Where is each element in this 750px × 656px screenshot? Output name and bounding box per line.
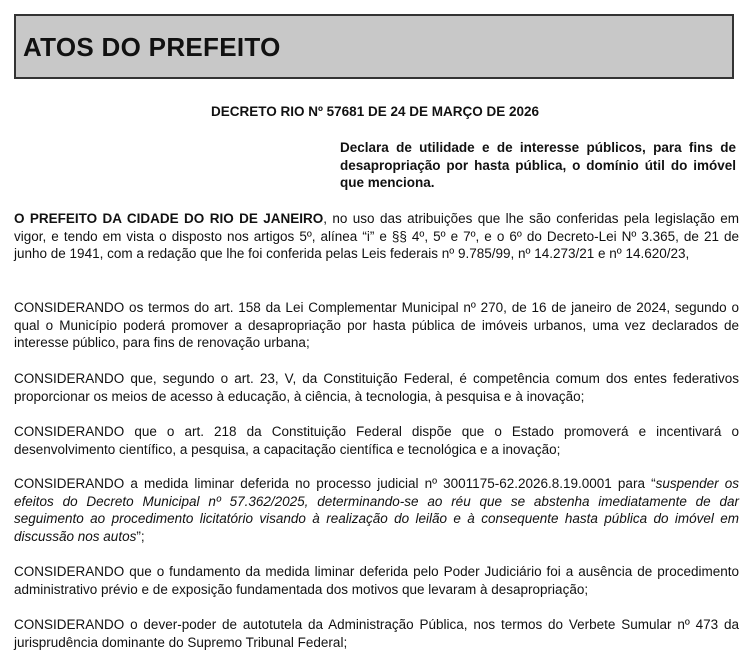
considerando-paragraph-1: CONSIDERANDO os termos do art. 158 da Lei Complementar Municipal nº 270, de 16 de janeiro de 2024, segundo o qual o Município poderá promover a desapropriação por hasta pública de imóveis urbanos, uma vez declarados de interesse público, para fins de renovação urbana; xyxy=(14,300,739,350)
section-title: ATOS DO PREFEITO xyxy=(23,32,281,62)
decree-title: DECRETO RIO Nº 57681 DE 24 DE MARÇO DE 2026 xyxy=(210,104,540,119)
preamble-text: , no uso das atribuições que lhe são conferidas pela legislação em vigor, e tendo em vista o disposto nos artigos 5º, alínea “i” e §§ 4º, 5º e 7º, e o 6º do Decreto-Lei Nº 3.365, de 21 de junho de 1941, com a redação que lhe foi conferida pelas Leis federais nº 9.785/99, nº 14.273/21 e nº 14.620/23, xyxy=(14,211,739,261)
preamble-authority: O PREFEITO DA CIDADE DO RIO DE JANEIRO xyxy=(14,211,324,226)
considerando-paragraph-2: CONSIDERANDO que, segundo o art. 23, V, da Constituição Federal, é competência comum dos entes federativos proporcionar os meios de acesso à educação, à ciência, à tecnologia, à pesquisa e à inovação; xyxy=(14,371,739,404)
section-header xyxy=(14,14,734,79)
considerando-paragraph-4 xyxy=(14,475,739,545)
considerando-4-end: ”; xyxy=(136,528,145,544)
considerando-4-start: CONSIDERANDO a medida liminar deferida no processo judicial nº 3001175-62.2026.8.19.0001 para “ xyxy=(14,476,656,491)
decree-summary: Declara de utilidade e de interesse públicos, para fins de desapropriação por hasta pública, o domínio útil do imóvel que menciona. xyxy=(340,140,736,190)
considerando-4-quote: suspender os efeitos do Decreto Municipal nº 57.362/2025, determinando-se ao réu que se abstenha imediatamente de dar seguimento ao procedimento licitatório visando à realização do leilão e à consequente hasta pública do imóvel em discussão nos autos xyxy=(14,476,739,544)
preamble-paragraph xyxy=(14,210,739,263)
considerando-paragraph-5: CONSIDERANDO que o fundamento da medida liminar deferida pelo Poder Judiciário foi a ausência de procedimento administrativo prévio e de exposição fundamentada dos motivos que levaram à desapropriação; xyxy=(14,564,739,597)
considerando-paragraph-6: CONSIDERANDO o dever-poder de autotutela da Administração Pública, nos termos do Verbete Sumular nº 473 da jurisprudência dominante do Supremo Tribunal Federal; xyxy=(14,617,739,650)
considerando-paragraph-3: CONSIDERANDO que o art. 218 da Constituição Federal dispõe que o Estado promoverá e incentivará o desenvolvimento científico, a pesquisa, a capacitação científica e tecnológica e a inovação; xyxy=(14,424,739,457)
